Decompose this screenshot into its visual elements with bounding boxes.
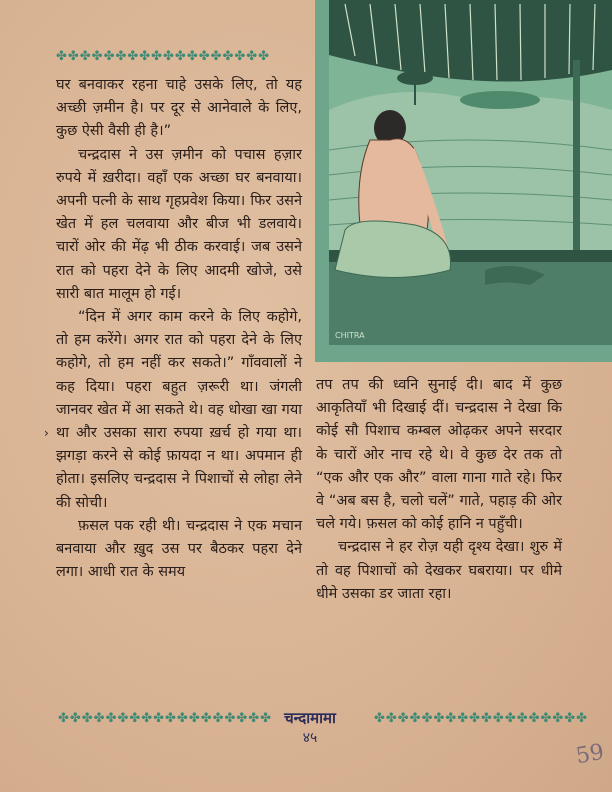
bottom-right-ornament-strip: ✤✤✤✤✤✤✤✤✤✤✤✤✤✤✤✤✤✤	[374, 711, 589, 726]
illustration-svg	[315, 0, 612, 362]
left-paragraph-2: चन्द्रदास ने उस ज़मीन को पचास हज़ार रुपये में ख़रीदा। वहाँ एक अच्छा घर बनवाया। अपनी पत्नी के साथ गृहप्रवेश किया। फिर उसने खेत में हल चलवाया और बीज भी डलवाये। चारों ओर की मेंढ़ भी ठीक करवाई। जब उसने रात को पहरा देने के लिए आदमी खोजे, उसे सारी बात मालूम हो गई।	[56, 146, 302, 302]
bottom-left-ornament-strip: ✤✤✤✤✤✤✤✤✤✤✤✤✤✤✤✤✤✤	[58, 711, 273, 726]
right-column	[316, 374, 562, 606]
page-number: ४५	[302, 730, 318, 746]
left-column	[56, 74, 302, 584]
right-paragraph-1: तप तप की ध्वनि सुनाई दी। बाद में कुछ आकृतियाँ भी दिखाई दीं। चन्द्रदास ने देखा कि कोई सौ पिशाच कम्बल ओढ़कर अपने सरदार के चारों ओर नाच रहे थे। वे कुछ देर तक तो “एक और एक और” वाला गाना गाते रहे। फिर वे “अब बस है, चलो चलें” गाते, पहाड़ की ओर चले गये। फ़सल को कोई हानि न पहुँची।	[316, 377, 562, 533]
story-illustration	[315, 0, 612, 362]
handwritten-margin-mark: 59	[574, 739, 606, 770]
left-paragraph-3: “दिन में अगर काम करने के लिए कहोगे, तो हम करेंगे। अगर रात को पहरा देने के लिए कहोगे, तो हम नहीं कर सकते।” गाँववालों ने कह दिया। पहरा बहुत ज़रूरी था। जंगली जानवर खेत में आ सकते थे। वह धोखा खा गया था और उसका सारा रुपया ख़र्च हो गया था। झगड़ा करने से कोई फ़ायदा न था। अपमान ही होता। इसलिए चन्द्रदास ने पिशाचों से लोहा लेने की सोची।	[56, 309, 302, 511]
artist-signature: CHITRA	[335, 331, 365, 340]
top-ornament-strip: ✤✤✤✤✤✤✤✤✤✤✤✤✤✤✤✤✤✤	[56, 49, 271, 64]
magazine-title: चन्दामामा	[284, 709, 336, 727]
left-paragraph-1: घर बनवाकर रहना चाहे उसके लिए, तो यह अच्छी ज़मीन है। पर दूर से आनेवाले के लिए, कुछ ऐसी वैसी ही है।”	[56, 77, 302, 140]
right-paragraph-2: चन्द्रदास ने हर रोज़ यही दृश्य देखा। शुरु में तो वह पिशाचों को देखकर घबराया। पर धीमे धीमे उसका डर जाता रहा।	[316, 539, 562, 602]
left-paragraph-4: फ़सल पक रही थी। चन्द्रदास ने एक मचान बनवाया और ख़ुद उस पर बैठकर पहरा देने लगा। आधी रात के समय	[56, 517, 302, 581]
margin-tick: ›	[44, 426, 49, 440]
mast-pole	[573, 60, 580, 250]
